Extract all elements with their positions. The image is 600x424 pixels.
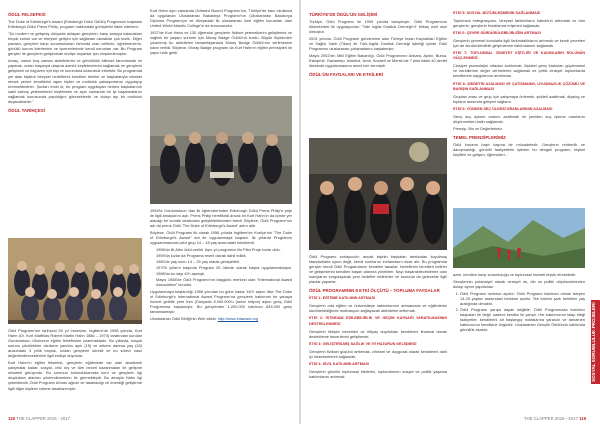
paragraph: Gençlerin çevresel konularla ilgili farkındalıklarını artırmak ve kendi çevreleri için de sürdürülebilirlik girişimlerine katılmalarını sağlamak. (453, 38, 585, 49)
footer-text: THE CLAPPER 2016 - 2017 (523, 416, 578, 421)
paragraph: Grupları arası ve grup için çatışmaya önlemek, şiddeti azaltmak, diyalog ve toplantı arasında gelişimi sağlanır. (453, 93, 585, 104)
impact-6-heading: ETKİ 6: ÇEVRE SÜRDÜRÜLEBİLİRLİĞİN ARTMASI (453, 31, 541, 36)
impact-4-heading: ETKİ 4: SİVİL KATILIMIN ARTMASI (309, 361, 369, 366)
prince-philip-photo (150, 96, 292, 204)
right-footer (524, 416, 586, 421)
impact-8-heading: ETKİ 8: ŞİDDETİN AZALMASI VE ÇATIŞMANIN, UYUŞMAZLIK ÇÖZÜMÜ VE BARIŞIN SAĞLANMASI (453, 81, 585, 91)
right-col-1 (309, 8, 447, 410)
timeline-list (150, 247, 292, 286)
paragraph: Uygulanmaya başlandığı 1956 yılından bu güne kadar 140'ı aşkın ülke The Duke of Edinburgh's International Award Programı'na gençlerin katılımını bir yanaya hizmet getirilir yere tüm (Dünyada 8.000.000'u (sekiz milyon) aşkın genç Ödül Programına başlamıştır. Bu gençlerden 1.200.000 katılımcı 845.000 genç tamamlamıştır. (150, 288, 292, 314)
paragraph: Gençlerin gönüllü toplumsal etkilerini, toplumlarının sosyal ve politik yaşama katılımlarını artırmak. (309, 368, 447, 379)
heading-award-philosophy: ÖDÜL FELSEFESİ (8, 12, 46, 17)
website-paragraph (150, 316, 292, 321)
impact-5-heading: ETKİ 5: SOSYAL BÜTÜNLEŞMENİN SAĞLANMASI (453, 11, 541, 15)
timeline-item: • 1980'de yaş sınırı 14 – 25 yaş olarak genişletildi. (156, 259, 292, 264)
heading-impact-criteria: ÖDÜL PROGRAMININ 8 ETKİ ÖLÇÜTÜ – TOPLUMA FAYDALAR (309, 288, 440, 294)
timeline-item: • 1970'li yılların başında Program 25 ülkede olarak başka uygulanmaktaydı. 1988'da bu sayı 40'ı aşmıştı. (156, 265, 292, 275)
heading-award-history: ÖDÜL TARİHÇESİ (8, 107, 45, 113)
left-col-1 (8, 8, 142, 410)
timeline-item: • 1959'da kızlar da Programa resmi olarak dahil edildi. (156, 253, 292, 258)
paragraph: 2001 yılında, Ödül Programı gündemine alan Türkiye İnsan Kaynakları Eğitim ve Sağlık Vakfı (Tikav) ile Türk-İngiliz Dostluk Derneği işbirliği içinde Ödül Programını uluslararası çalışmalarını başlatmıştır. (309, 36, 447, 52)
celebration-photo (309, 138, 447, 250)
paragraph: Ödül Programı'nın tarihçesi 50 yıl öncesine, İngiltere'de 1956 yılında, Kurt Hahn (Dr. Kurt Matthias Robert Martin Hahn 1886 – 1974) tarafından kurulan Gordonstoun Okulunun eğitim felsefesine uzanmaktadır. Bu yıllarda, sosyal sorunu çözülebilen okulların yardımı aynı (15) ve zekere darena yaş (18) arasındaki 3 yıllık boşluk, ondan gençlerin sürekli ve bu süreci nasıl değerlendireceklerinin ilgili endişe duydular. (8, 328, 142, 359)
paragraph: Prensip, Bio ve Değerlerimiz (453, 125, 503, 131)
section-side-tab: SOSYAL SORUMLULUK PROJELERİ (591, 300, 600, 384)
group-photo (8, 238, 142, 324)
paragraph: Mayıs 2002'de; Milli Eğitim Bakanlığı, Ödül Programının Ankara, Aydın, Bursa, Eskişehir, Gaziantep, İstanbul, İzmir, Kocaeli ve Mersin'de 7 pilot ildeki 40 devlet lisesinde uygulanmasına resmi izin vermiştir. (309, 53, 447, 69)
paragraph: The Duke of Edinburgh's Award (Edinburgh Dükü Ödülü) Programını başlatan Edinburgh Dükü Prens Philip, program hakkındaki görüşlerini ifade ederken: (8, 19, 142, 30)
page-number: 118 (8, 416, 15, 421)
impact-2-heading: ETKİ 2: İSTİHDAM EDİLEBİLİRLİK VE GEÇİM KAYNAĞI YARATILMASININ DESTEKLENMESİ (309, 316, 447, 326)
impact-9-heading: ETKİ 9: YÖNDEN SEÇ ÜLKESİ ORANLARININ AZALMASI (453, 106, 553, 111)
quote-paragraph: "Şu modern ve gelişmiş dünyada anlayan gençlerin; karşı karşıya kalacakları birçok zorluk var ve bireysel gelişim için sağlanan olanaklar çok kısıtlı. Diğer yandan, gençlere karşı sorumlulukları farkında olan velilerin, öğretmenlerin, gönüllü kurum liderlerinin ve işverenlerinde kendi sorunları var. Bu Program gençler ile gençlerin gelişiminde endişe duyanlar için oluşturulmuştur. (8, 31, 142, 57)
left-page (0, 0, 299, 424)
principle-item: 1. Ödül Programı herkese açıktır: Ödül Programı katılımcı olmak isteyen 14-25 yaşları arasındaki herkese açıktır. Tek katılım şartı belirtilen yaş aralığında olmaktır. (460, 291, 585, 306)
history-continued (150, 208, 292, 323)
principles-text (453, 272, 585, 335)
timeline-item: • Mayıs 1988'de Ödül Programı'nın başgünü merkezi olan "International Award Association" kuruldu. (156, 277, 292, 287)
paragraph: Gençlerinin potansiyel olarak cinsiyet ırk, din ve politik düşüncelerinden dolayı ayrım yapılamaz. (453, 279, 585, 290)
right-page (301, 0, 600, 424)
website-link[interactable]: http://www.intaward.org (217, 315, 259, 321)
heading-core-principles: TEMEL PRENSİPLERİMİZ (453, 134, 506, 140)
impact-text (309, 254, 447, 381)
impact-7-heading: ETKİ 7: TOPLUMSAL CİNSİYET EŞİTLİĞİ VE KADINLARIN ROLÜNÜN GÜÇLENMESİ (453, 51, 585, 61)
heading-benefits: ÖDÜL'ÜN FAYDALARI VE ETKİLERİ (309, 72, 384, 78)
principles-list (453, 291, 585, 332)
timeline-item: • 1956'da ilk Altın ödül verildi. Aynı yıl programın ilin Pilot Proje kızlar oldu. (156, 247, 292, 252)
right-col-2 (453, 8, 585, 410)
paragraph: azim, kendine karşı sorumluluğu ve toplumsal hizmeti teşvik etmektedir. (453, 272, 577, 277)
quote-paragraph: Amaç, varsın boş zaman aktivitelerini ve gönüllülük bilincini tanımlamak ve yaparak, onları başarıya ulaşma azmini keşfetmelerini sağlamak ve gençlerin gelişimini ve özgüven için kişi ve kurumlara kılavuzluk etmektir. Bu programda yer alan kişilere bireysel hedeflerini kendileri belirler ve başkalarıyla rekabet etmek yerine kendilerini aşan kişiler ve mutluluk yaklaşımlarını uygulayıp üretmektedirler. Şunları emin ki, bu program uygulayan herkes başkalarının sakli kalmış yeteneklerini keşfetmek ve aynı zamanda bir iyi başarmalarını sağlamak konusunda yapıldığını göreceklerdir ve dolayı ayı bir mutluluk duyacaklardır." (8, 58, 142, 104)
paragraph: Genç suç işleme oranını azaltmak ve yeniden suç işleme oranlarını düşürmekten katkı sağlamak. (453, 113, 585, 124)
website-label: Uluslararası Ödül Birliği'nin Web sitesi: (150, 315, 218, 321)
photo-caption: 1954'te Gordonstoun 'dan ilk öğrencilerinden Edinburgh Dükü Prens Philip'e prije ile ilgili amaçlarını açtı. Prens Philip hemfikirdi ancak bir Kurt Hahn'ın da içinde yer alacağı bir komite tarafından geliştirilebilmesini istedi. Böylece, Ödül Programı'nın adı da prens Ödül 'The Duke of Edinburgh's Award' adını aldı. (150, 208, 292, 229)
page-number: 119 (579, 416, 586, 421)
footer-text: THE CLAPPER 2016 - 2017 (16, 416, 71, 421)
paragraph: Gençlerin iletişim becerileri ve ihtiyaç duydukları kendilerini finansal olarak destekleme becerilerini geliştirmek. (309, 328, 447, 339)
paragraph: Kurt Hahn'ın eğitim felsefesi, gençlerin eğitiminde var olan akademik çalışmalar kadar, sosyal, chiz dış ve tüm beceri kazanmaları ile gelişme rekabeti görüyordu. Bu sorunun bulunduklarında soru ve gençlerin ilgi duydukları alanları yönlendirmelerin ile görmekteydi. Bu amaçla Hahn ilgi çekebilecek Ödül Programı Atman ağlıdır ve tasarladığı ve önerdiği geliştirme ilgili diğer kişilerin izleme tasarlanmıştır. (8, 360, 142, 391)
principle-item: 2. Ödül Programı yarışa dayalı değildir: Ödül Programında katılımcı başkaları ile değil, sadece kendisi ile yarışır. Her katılımcının takip ettiği faaliyetler, kendilerini ait başlangıç noktalarına yarasılır ve tamamen katılımcının kendisine özgüdür. Uluslararası Gençlik Ödülünün katılımda gönüllük esastır. (460, 307, 585, 332)
paragraph: Türkiye, Ödül Programı ile 1995 yılında tanışmıştır. Ödül Programının ülkemizdeki ilk uygulayıcıları "Tabi İngiliz Dostluk Derneği'ni" birkaç özel okul olmuştur. (309, 19, 447, 35)
impact-3-heading: ETKİ 3: GELİŞTİRİLMİŞ SAĞLIK VE İYİ HUZURUN GELİŞMESİ (309, 341, 417, 346)
hiking-photo (453, 208, 585, 268)
left-col-2 (150, 8, 292, 410)
paragraph: Toplumsal entegrasyonu, bireysel farklılıkların kabulünü arttırmak ve tüm gençlerin, gençlerin fırsatlarına erişimini sağlamak. (453, 18, 585, 29)
paragraph: Böylece, Ödül Programı ilk olarak 1956 yılında İngiltere'de Kraliçe'nin "The Duke of Edinburgh's Award" adı ile uygulanmaya başladı. İlk yıllarda Programın uygulanmasında pilot grup 14 – 18 yaş arasındaki erkeklerdi. (150, 230, 292, 246)
paragraph: Gençlerin orta eğitim ve üniversiteye katılımlarının artmasında ve eğitimlerini sürdürebildiğinde motivasyon sağlayacak aktiviteleri arttırmak. (309, 303, 447, 314)
paragraph: Ödül kuruma başlı başına bir mücadeledir. Gençlerin rehberlik ve danışmanlığı, gönüllü faaliyetlerin işlenen bu dengeli programı, kişisel keyifleri ve gelişim, öğrencileri... (453, 141, 585, 158)
paragraph: Ödül Programı zorlayıcıdır; ancak kişinin başkaları tarafından koyulmuş standartlarla uyum değil, kendi sınırlarını zorlamasını esas alır. Bu programda gençler kendi Ödül Programlarını kendileri tasarlar, hedeflerini kendileri belirler ve gelişimlerini kendileri başarı alanına yönelirler. Nayı başarabileceklerine olan inançlarını sorgulayarak yeni hedefler belirlerler ve bununla da gelecekle ilgili planlar yaparlar. (309, 254, 447, 285)
paragraph: Kurt Hahn aynı zamanda Outward Bound Programı'nın, Türkiye'de bazı okullarca da uygulanan Uluslararası Bakalorya Programı'nın (Uluslararası Bakalorya Diploma Programı)ın ve dünyadaki ilk uluslararası özel eğitim kurumları olan United World Atlantic College'in da kurucusudur. (150, 8, 292, 29)
history-text (8, 328, 142, 393)
paragraph: 1937'de Kurt Hahn ve 130 öğrencisi gençlerin fiziksel yeteneklerini geliştirmek ve sağlıklı bir yaşam sürmek için Moray Badge Ödülü'nü kurdu. Büyük ölçülerden çıkarılmış bu aktiviteleri tamamlayanlara Moray Badge Ödülü'nün verilmesine karar verildi. Böylece, Moray Badge programı da Kurt Hahn'ın eğitim prensipleri ile yayın hale geldi. (150, 30, 292, 56)
left-footer (8, 416, 70, 421)
paragraph: Cinsiyet yanmolejisi ortadan kaldırmak, ilişkisel genç kadınları güçlenmesi ve kendilerine değer vermelerini sağlamak ve çeltik cinsiyet toplumlarda kendilerine saygılarının artırılması. (453, 63, 585, 79)
heading-turkey-development: TÜRKİYE'DE ÖDÜL'ÜN GELİŞİMİ (309, 12, 377, 17)
impact-1-heading: ETKİ 1: EĞİTİME KATILIMIN ARTMASI (309, 296, 375, 301)
paragraph: Gençlerin fiziksel güçünü arttırmak, zihinsel ve duygusal olarak kendilerini dahi iyi hissetmelerini sağlamak. (309, 348, 447, 359)
